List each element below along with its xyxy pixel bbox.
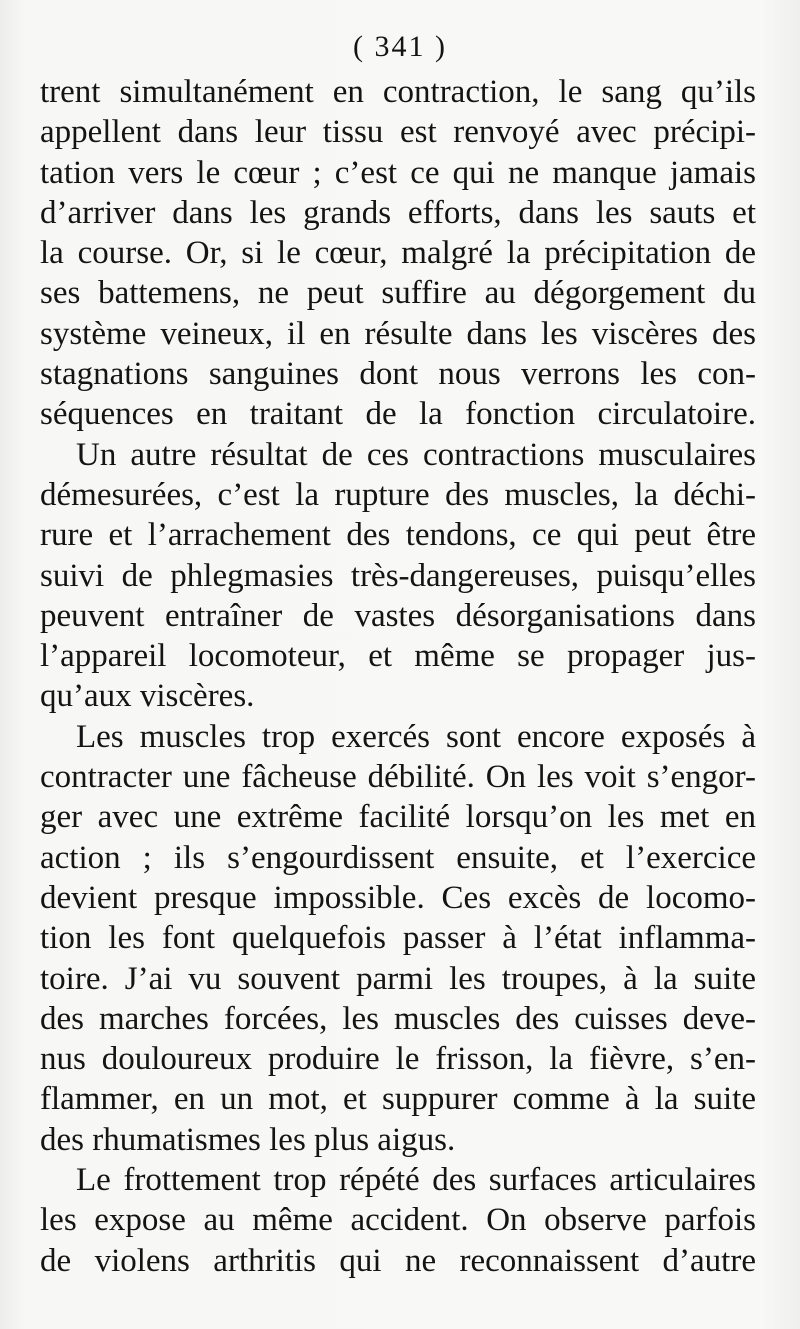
text-line: la course. Or, si le cœur, malgré la précipitation de [40,235,756,272]
text-line: ger avec une extrême facilité lorsqu’on les met en [40,799,756,836]
text-line: des rhumatismes les plus aigus. [40,1121,456,1158]
text-line: séquences en traitant de la fonction circulatoire. [40,396,756,433]
text-line: système veineux, il en résulte dans les viscères des [40,315,756,352]
text-line: suivi de phlegmasies très-dangereuses, puisqu’elles [40,557,756,594]
body-text [40,72,756,1281]
text-line: d’arriver dans les grands efforts, dans les sauts et [40,194,756,231]
text-line: toire. J’ai vu souvent parmi les troupes, à la suite [40,960,756,997]
text-line: ses battemens, ne peut suffire au dégorgement du [40,275,756,312]
text-line: démesurées, c’est la rupture des muscles, la déchi- [40,476,756,513]
page-number: ( 341 ) [353,30,447,63]
text-line: nus douloureux produire le frisson, la fièvre, s’en- [40,1041,756,1078]
text-line: peuvent entraîner de vastes désorganisations dans [40,597,756,634]
text-line: Un autre résultat de ces contractions musculaires [76,436,756,473]
text-line: rure et l’arrachement des tendons, ce qui peut être [40,517,756,554]
text-line: Les muscles trop exercés sont encore exposés à [76,718,756,755]
text-line: qu’aux viscères. [40,678,255,715]
text-line: devient presque impossible. Ces excès de locomo- [40,879,756,916]
text-line: l’appareil locomoteur, et même se propager jus- [40,638,756,675]
text-line: tation vers le cœur ; c’est ce qui ne manque jamais [40,154,756,191]
text-line: trent simultanément en contraction, le sang qu’ils [40,74,756,110]
text-line: de violens arthritis qui ne reconnaissent d’autre [40,1242,756,1279]
text-line: tion les font quelquefois passer à l’état inflamma- [40,920,756,957]
text-line: flammer, en un mot, et suppurer comme à la suite [40,1081,756,1118]
text-line: stagnations sanguines dont nous verrons les con- [40,356,756,393]
text-line: Le frottement trop répété des surfaces articulaires [76,1162,756,1199]
text-line: appellent dans leur tissu est renvoyé avec précipi- [40,114,756,151]
text-line: contracter une fâcheuse débilité. On les voit s’engor- [40,759,756,796]
text-line: action ; ils s’engourdissent ensuite, et l’exercice [40,839,756,876]
text-line: des marches forcées, les muscles des cuisses deve- [40,1000,756,1037]
text-line: les expose au même accident. On observe parfois [40,1202,756,1239]
